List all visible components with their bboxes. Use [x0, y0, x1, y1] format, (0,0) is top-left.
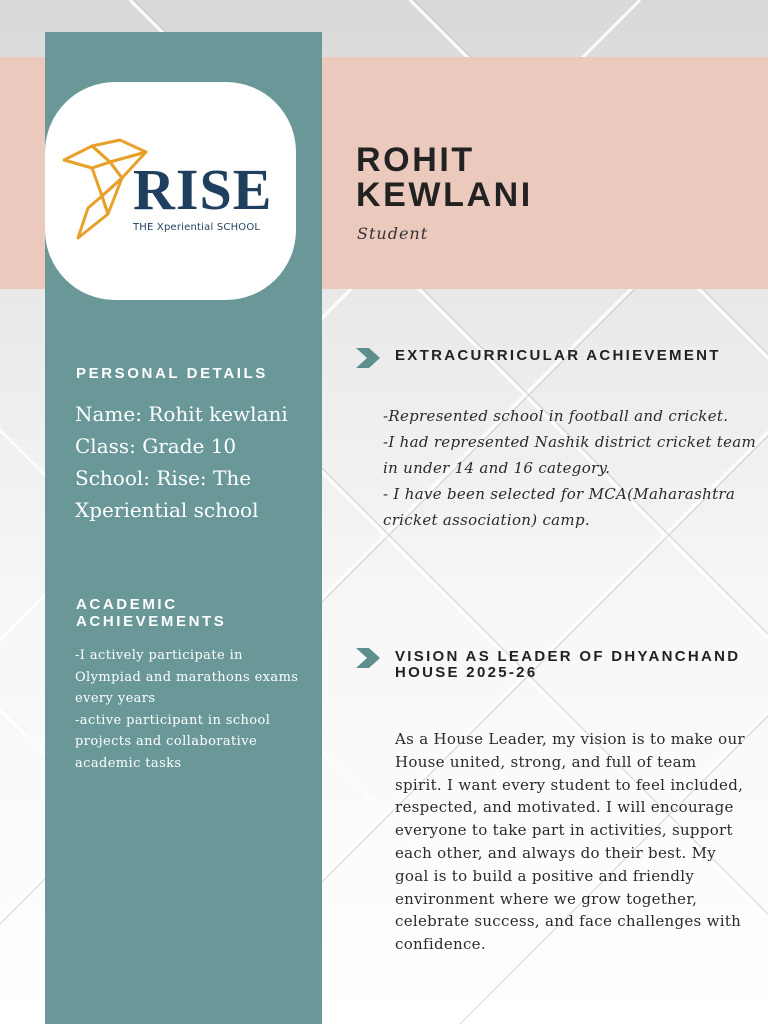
- section-arrow-icon: [356, 348, 380, 368]
- logo-wordmark: RISE: [133, 157, 273, 222]
- vision-statement: As a House Leader, my vision is to make our House united, strong, and full of team spirit. I want every student to feel included, respected, and motivated. I will encourage everyone to take part in activities, support each other, and always do their best. My goal is to build a positive and friendly environment where we grow together, celebrate success, and face challenges with confidence.: [395, 730, 745, 954]
- extracurricular-list: [383, 403, 758, 533]
- extracurricular-heading: EXTRACURRICULAR ACHIEVEMENT: [395, 347, 721, 364]
- extracurricular-item: -I had represented Nashik district cricket team in under 14 and 16 category.: [383, 433, 757, 477]
- academic-item: -active participant in school projects and collaborative academic tasks: [75, 712, 271, 771]
- student-first-name: ROHIT: [356, 141, 475, 179]
- logo-tagline: THE Xperiential SCHOOL: [133, 222, 261, 233]
- student-role: Student: [357, 224, 429, 243]
- vision-heading: VISION AS LEADER OF DHYANCHAND HOUSE 2025-26: [395, 648, 741, 681]
- student-last-name: KEWLANI: [356, 176, 533, 214]
- personal-class: Class: Grade 10: [75, 434, 237, 458]
- personal-name: Name: Rohit kewlani: [75, 402, 288, 426]
- extracurricular-item: -Represented school in football and cricket.: [383, 407, 729, 425]
- academic-item: -I actively participate in Olympiad and marathons exams every years: [75, 648, 299, 706]
- extracurricular-item: - I have been selected for MCA(Maharashtra cricket association) camp.: [383, 485, 736, 529]
- academic-achievements-heading: ACADEMIC ACHIEVEMENTS: [76, 596, 227, 630]
- section-arrow-icon: [356, 648, 380, 668]
- personal-details-list: [75, 398, 315, 526]
- academic-achievements-list: [75, 645, 310, 774]
- personal-school: School: Rise: The Xperiential school: [75, 466, 259, 522]
- personal-details-heading: PERSONAL DETAILS: [76, 365, 268, 382]
